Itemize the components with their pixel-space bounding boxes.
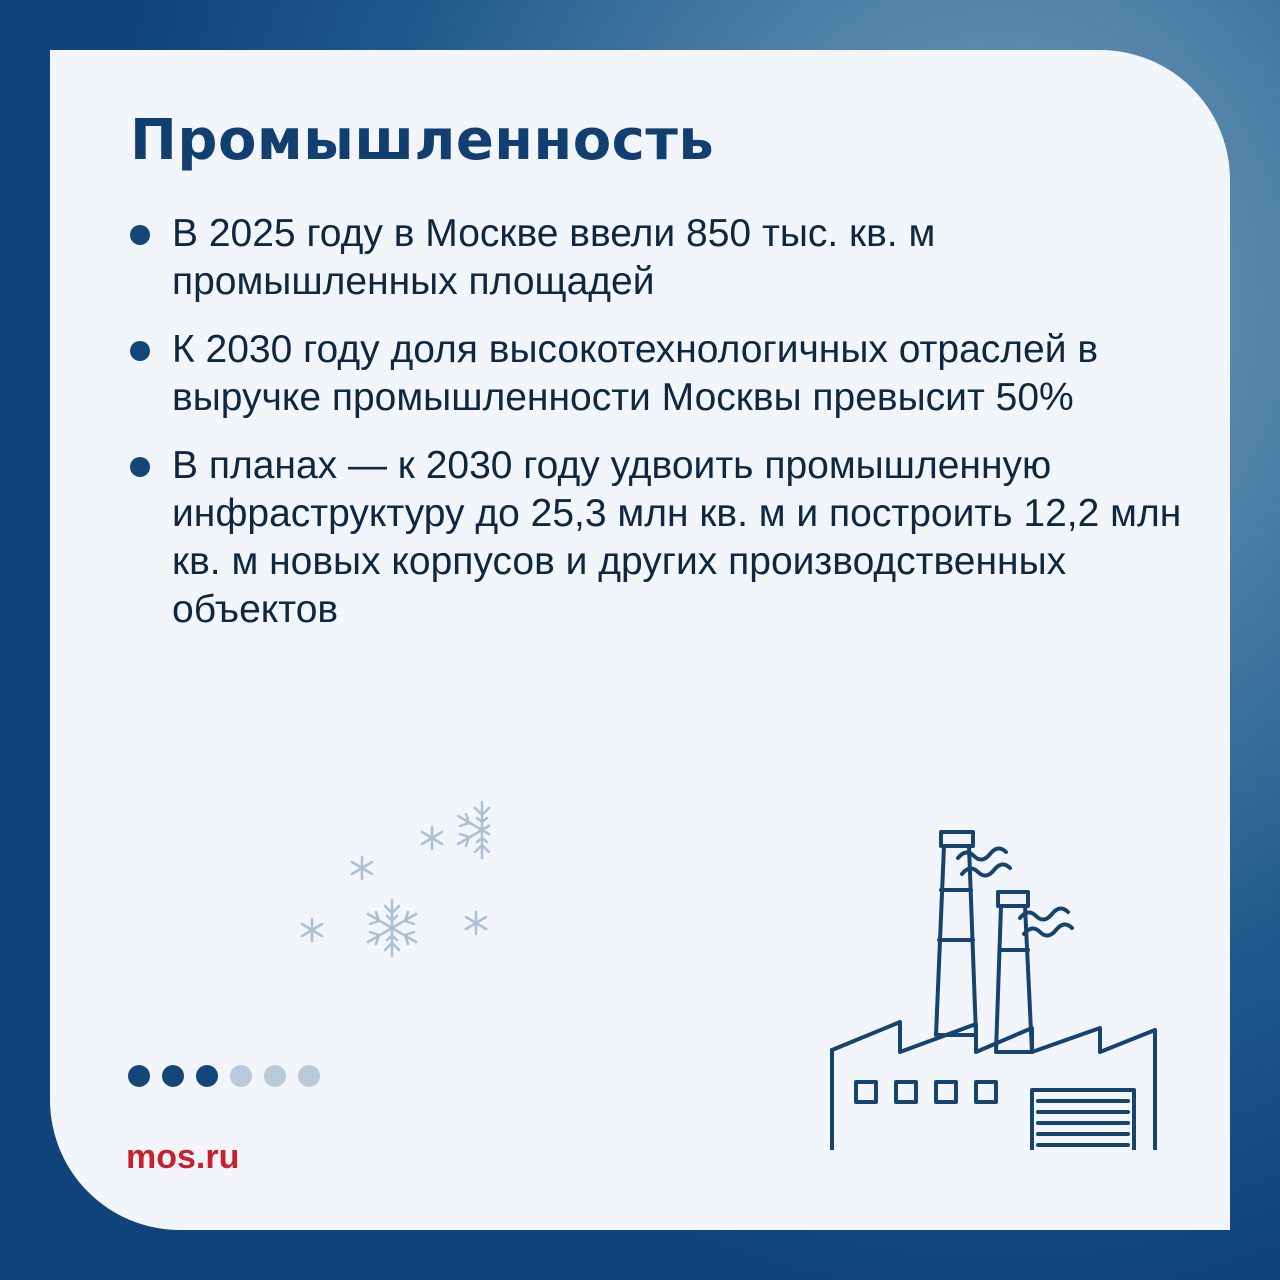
snowflake-icon [458, 802, 490, 858]
bullet-text: К 2030 году доля высокотехнологичных отраслей в выручке промышленности Москвы превысит 50% [172, 328, 1099, 419]
snowflake-star-icon [466, 912, 486, 934]
pager-dot-active [162, 1065, 184, 1087]
pager-dot [264, 1065, 286, 1087]
list-item [130, 442, 1190, 634]
snowflake-icon [368, 900, 416, 956]
snowflake-star-icon [302, 919, 322, 941]
bullet-dot-icon [130, 225, 150, 245]
pager-dot-active [196, 1065, 218, 1087]
slide-card [50, 50, 1230, 1230]
brand-logo: mos.ru [126, 1138, 240, 1176]
pagination-dots [128, 1065, 320, 1087]
bullet-dot-icon [130, 457, 150, 477]
page-title: Промышленность [130, 108, 715, 173]
pager-dot-active [128, 1065, 150, 1087]
snowflake-star-icon [352, 857, 372, 879]
bullet-list [130, 210, 1190, 654]
snowflake-star-icon [422, 827, 442, 849]
pager-dot [298, 1065, 320, 1087]
bullet-text: В планах — к 2030 году удвоить промышленную инфраструктуру до 25,3 млн кв. м и построить 12,2 млн кв. м новых корпусов и других производственных объектов [172, 444, 1182, 631]
list-item [130, 326, 1190, 422]
bullet-dot-icon [130, 341, 150, 361]
pager-dot [230, 1065, 252, 1087]
list-item [130, 210, 1190, 306]
factory-icon [810, 790, 1180, 1150]
snowflakes-decoration-icon [230, 740, 490, 980]
bullet-text: В 2025 году в Москве ввели 850 тыс. кв. м промышленных площадей [172, 212, 936, 303]
